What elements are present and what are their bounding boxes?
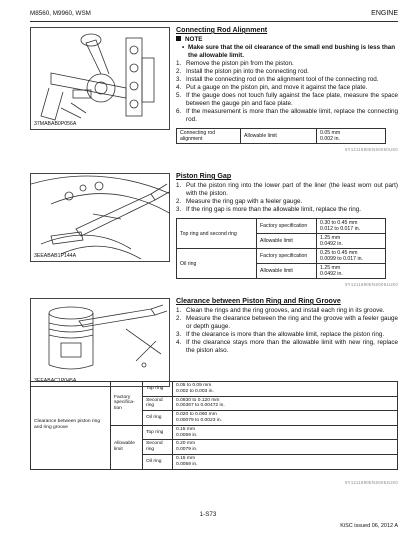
section-ring-groove-clearance (176, 297, 398, 355)
step: 1. Put the piston ring into the lower part of the liner (the least worn out part) with the piston. (176, 182, 398, 197)
step: 5. If the gauge does not touch fully against the face plate, measure the space between the gauge pin and face plate. (176, 92, 398, 107)
page-number: 1-S73 (199, 511, 217, 518)
spec-table: Top ring and second ring Factory specification 0.30 to 0.45 mm 0.012 to 0.017 in. Allowable limit 1.25 mm 0.0492 in. Oil ring Factory specification 0.25 to 0.45 mm 0.0099 to 0.017 in. Allowable limit 1.25 mm 0.0492 in. (176, 218, 386, 279)
figure-connecting-rod-alignment (30, 27, 170, 130)
figure-caption: 3EEABAB1P144A (34, 253, 77, 259)
step: 1. Remove the piston pin from the piston. (176, 60, 294, 67)
spec-item: Oil ring (177, 249, 257, 279)
figure-caption: 3EEABAC1P045A (34, 378, 77, 384)
header-section: ENGINE (371, 10, 398, 17)
spec-item: Top ring and second ring (177, 219, 257, 249)
step: 6. If the measurement is more than the allowable limit, replace the connecting rod. (176, 108, 398, 123)
step: 2. Install the piston pin into the connecting rod. (176, 68, 309, 75)
piston-ring-groove-illustration (31, 299, 170, 387)
section-title: Piston Ring Gap (176, 172, 232, 180)
page-header (30, 10, 398, 21)
step: 1. Clean the rings and the ring grooves, and install each ring in its groove. (176, 307, 385, 314)
spec-item: Connecting rod alignment (177, 129, 241, 144)
step: 3. If the clearance is more than the allowable limit, replace the piston ring. (176, 331, 385, 338)
connecting-rod-illustration (31, 28, 170, 130)
section-title: Connecting Rod Alignment (176, 26, 268, 34)
note-square-icon (176, 36, 181, 41)
note-bullet (176, 44, 398, 60)
step: 2. Measure the ring gap with a feeler gauge. (176, 198, 303, 205)
doc-code: 9Y1211690ENS0050US0 (345, 147, 398, 152)
feeler-gauge-illustration (31, 174, 170, 262)
step: 4. If the clearance stays more than the allowable limit with new ring, replace the piston also. (176, 339, 398, 354)
spec-item: Clearance between piston ring and ring groove (31, 382, 111, 470)
doc-code: 9Y1211690ENS0052US0 (345, 480, 398, 485)
step: 3. Install the connecting rod on the alignment tool of the connecting rod. (176, 76, 379, 83)
header-models: M8560, M9960, WSM (30, 10, 91, 17)
note-text: Make sure that the oil clearance of the small end bushing is less than the allowable limit. (188, 44, 396, 59)
figure-caption: 37MABAB0P056A (34, 121, 77, 127)
step: 2. Measure the clearance between the ring and the groove with a feeler gauge or depth gauge. (176, 315, 398, 330)
section-connecting-rod-alignment (176, 26, 398, 154)
figure-ring-groove-clearance (30, 298, 170, 387)
doc-code: 9Y1211690ENS0051US0 (345, 282, 398, 287)
figure-piston-ring-gap (30, 173, 170, 262)
issue-note: KiSC issued 06, 2012 A (340, 523, 398, 529)
header-rule (30, 21, 398, 22)
spec-value: 0.05 mm 0.002 in. (317, 129, 386, 144)
section-piston-ring-gap (176, 172, 398, 289)
note-heading (176, 36, 398, 44)
note-label: NOTE (185, 36, 203, 43)
bullet-icon: • (182, 44, 185, 51)
spec-type: Allowable limit (241, 129, 317, 144)
spec-table (176, 128, 386, 144)
step: 3. If the ring gap is more than the allowable limit, replace the ring. (176, 206, 362, 213)
step: 4. Put a gauge on the piston pin, and move it against the face plate. (176, 84, 368, 91)
section-title: Clearance between Piston Ring and Ring Groove (176, 297, 341, 305)
groove-clearance-table: Clearance between piston ring and ring groove Factory specifica-tion Top ring 0.05 to 0.09 mm 0.002 to 0.003 in. Second ring 0.0930 to 0.120 mm 0.00367 to 0.00472 in. Oil ring 0.020 to 0.060 mm 0.00079 to 0.0023 in. Allowable limit Top ring 0.15 mm 0.0059 in. Second ring 0.20 mm 0.0079 in. Oil ring 0.15 mm 0.0059 in. (30, 381, 398, 470)
